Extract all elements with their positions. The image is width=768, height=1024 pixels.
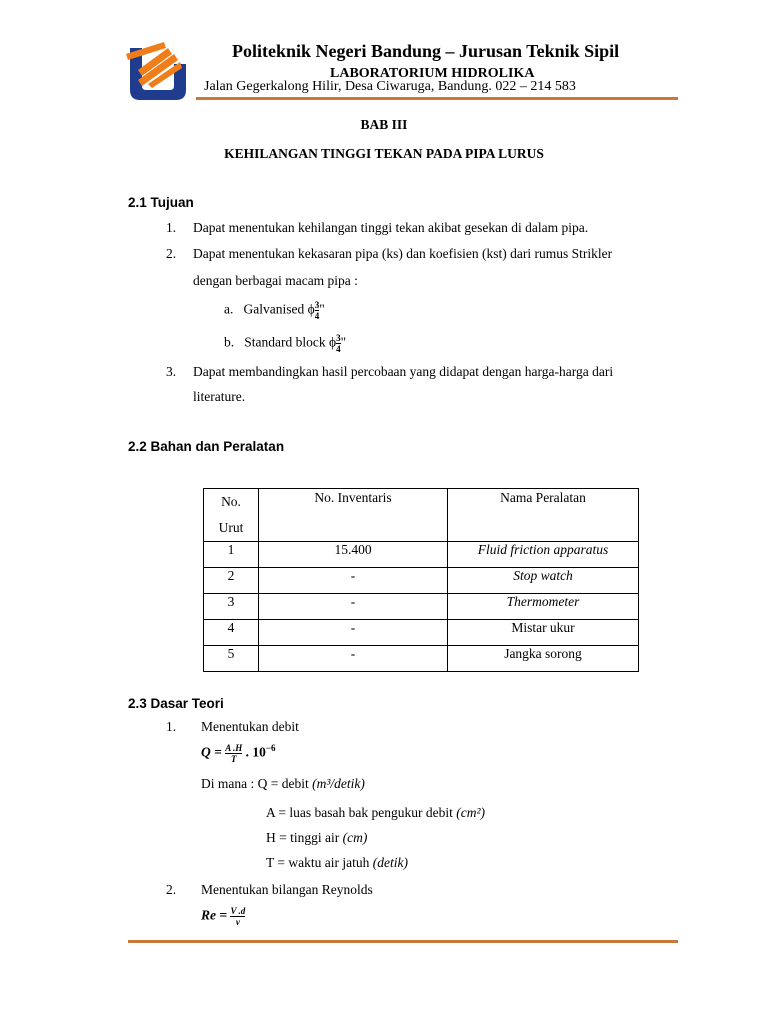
list-item: Dapat menentukan kehilangan tinggi tekan akibat gesekan di dalam pipa. — [193, 220, 589, 235]
table-row — [204, 620, 639, 646]
chapter-title: KEHILANGAN TINGGI TEKAN PADA PIPA LURUS — [224, 146, 544, 161]
cell-inventaris: 15.400 — [259, 542, 448, 568]
table-header-row — [204, 489, 639, 542]
cell-no: 1 — [204, 542, 259, 568]
cell-inventaris: - — [259, 568, 448, 594]
section-bahan-heading: 2.2 Bahan dan Peralatan — [128, 439, 285, 454]
list-item: Dapat menentukan kekasaran pipa (ks) dan koefisien (kst) dari rumus Strikler — [193, 246, 613, 261]
list-number: 1. — [166, 719, 177, 734]
address: Jalan Gegerkalong Hilir, Desa Ciwaruga, Bandung. 022 – 214 583 — [204, 79, 576, 94]
column-header-nama: Nama Peralatan — [448, 489, 639, 542]
list-number: 1. — [166, 220, 177, 235]
cell-no: 5 — [204, 646, 259, 672]
sublist-text: Galvanised ϕ — [243, 301, 315, 317]
list-number: 2. — [166, 882, 177, 897]
section-tujuan-heading: 2.1 Tujuan — [128, 195, 194, 210]
cell-nama: Jangka sorong — [448, 646, 639, 672]
list-number: 3. — [166, 364, 177, 379]
cell-inventaris: - — [259, 594, 448, 620]
equipment-table — [203, 488, 639, 672]
footer-rule — [128, 940, 678, 943]
definition-q: Di mana : Q = debit (m³/detik) — [201, 776, 365, 791]
sublist-label: b. — [224, 334, 235, 350]
fraction: $\frac{3}{4}$ — [314, 300, 320, 321]
definition-a: A = luas basah bak pengukur debit (cm²) — [266, 805, 485, 820]
cell-no: 4 — [204, 620, 259, 646]
cell-inventaris: - — [259, 620, 448, 646]
list-item-continued: dengan berbagai macam pipa : — [193, 273, 358, 288]
header-rule — [196, 97, 678, 100]
cell-inventaris: - — [259, 646, 448, 672]
debit-formula: Q = $\frac{A .H}{T}$ . $10^{-6}$ — [201, 743, 276, 764]
cell-nama: Thermometer — [448, 594, 639, 620]
polban-logo — [124, 40, 190, 102]
column-header-no: No. Urut — [204, 489, 259, 542]
column-header-inventaris: No. Inventaris — [259, 489, 448, 542]
table-row — [204, 568, 639, 594]
sublist-label: a. — [224, 301, 234, 317]
table-row — [204, 594, 639, 620]
section-teori-heading: 2.3 Dasar Teori — [128, 696, 224, 711]
cell-nama: Stop watch — [448, 568, 639, 594]
definition-h: H = tinggi air (cm) — [266, 830, 368, 845]
table-row — [204, 542, 639, 568]
cell-nama: Mistar ukur — [448, 620, 639, 646]
sublist-item-standard-block: b. Standard block ϕ $\frac{3}{4}$ " — [224, 333, 347, 354]
sublist-text: Standard block ϕ — [244, 334, 337, 350]
list-item: Menentukan debit — [201, 719, 299, 734]
list-item-continued: literature. — [193, 389, 246, 404]
table-row — [204, 646, 639, 672]
cell-no: 3 — [204, 594, 259, 620]
institution-title: Politeknik Negeri Bandung – Jurusan Teknik Sipil — [232, 41, 620, 61]
reynolds-formula: Re = $\frac{V .d}{v}$ — [201, 906, 246, 927]
sublist-item-galvanised: a. Galvanised ϕ $\frac{3}{4}$ " — [224, 300, 325, 321]
definition-t: T = waktu air jatuh (detik) — [266, 855, 408, 870]
cell-nama: Fluid friction apparatus — [448, 542, 639, 568]
list-item: Menentukan bilangan Reynolds — [201, 882, 373, 897]
cell-no: 2 — [204, 568, 259, 594]
lab-name: LABORATORIUM HIDROLIKA — [330, 66, 535, 81]
list-number: 2. — [166, 246, 177, 261]
fraction: $\frac{3}{4}$ — [336, 333, 341, 354]
list-item: Dapat membandingkan hasil percobaan yang didapat dengan harga-harga dari — [193, 364, 614, 379]
chapter-number: BAB III — [360, 117, 408, 132]
